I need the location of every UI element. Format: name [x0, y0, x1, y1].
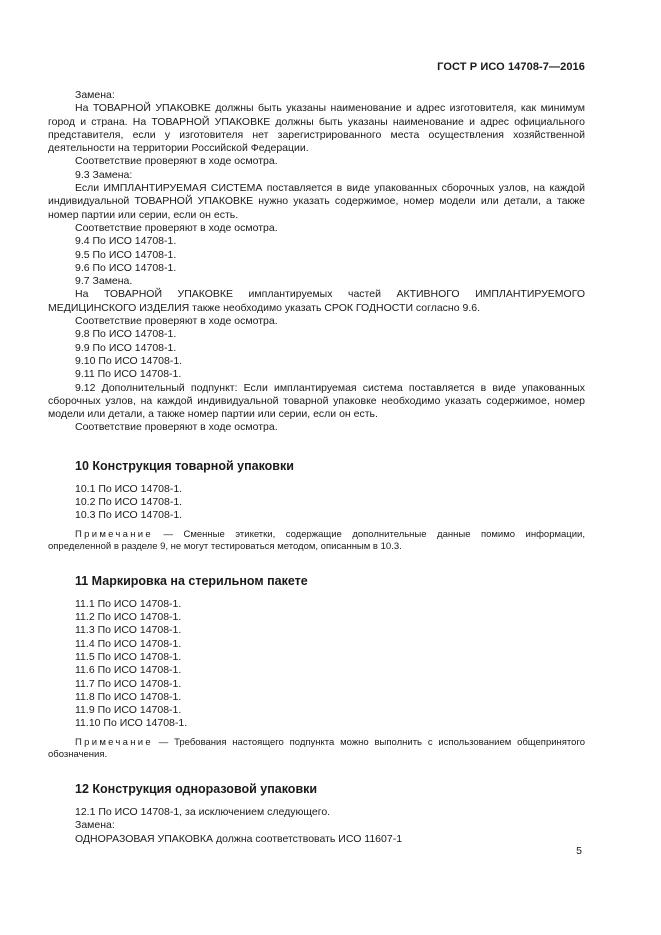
- body-paragraph: 9.7 Замена.: [75, 275, 133, 288]
- body-paragraph: 11.4 По ИСО 14708-1.: [75, 637, 182, 650]
- body-paragraph: 11.9 По ИСО 14708-1.: [75, 704, 182, 717]
- section-heading: 11 Маркировка на стерильном пакете: [75, 573, 308, 588]
- body-paragraph: 11.7 По ИСО 14708-1.: [75, 677, 182, 690]
- body-paragraph: 9.6 По ИСО 14708-1.: [75, 261, 177, 274]
- body-paragraph: 9.3 Замена:: [75, 168, 133, 181]
- section-heading: 10 Конструкция товарной упаковки: [75, 458, 294, 473]
- body-paragraph: 9.11 По ИСО 14708-1.: [75, 368, 182, 381]
- document-body: [48, 89, 585, 846]
- body-paragraph: Соответствие проверяют в ходе осмотра.: [75, 155, 278, 168]
- body-paragraph: ОДНОРАЗОВАЯ УПАКОВКА должна соответствовать ИСО 11607-1: [75, 832, 403, 845]
- body-paragraph: Если ИМПЛАНТИРУЕМАЯ СИСТЕМА поставляется в виде упакованных сборочных узлов, на каждой индивидуальной ТОВАРНОЙ УПАКОВКЕ нужно указать содержимое, номер модели или детали, а также номер партии или серии, если он есть.: [48, 182, 585, 221]
- body-paragraph: На ТОВАРНОЙ УПАКОВКЕ имплантируемых частей АКТИВНОГО ИМПЛАНТИРУЕМОГО МЕДИЦИНСКОГО ИЗДЕЛИЯ также необходимо указать СРОК ГОДНОСТИ согласно 9.6.: [48, 288, 585, 314]
- body-paragraph: 10.1 По ИСО 14708-1.: [75, 482, 183, 495]
- body-paragraph: 11.6 По ИСО 14708-1.: [75, 664, 182, 677]
- body-paragraph: 9.5 По ИСО 14708-1.: [75, 248, 177, 261]
- body-paragraph: Замена:: [75, 89, 115, 101]
- body-paragraph: 11.10 По ИСО 14708-1.: [75, 717, 188, 730]
- body-paragraph: 9.4 По ИСО 14708-1.: [75, 235, 177, 248]
- body-paragraph: 9.9 По ИСО 14708-1.: [75, 341, 177, 354]
- note-label: Примечание: [75, 528, 153, 540]
- body-paragraph: 11.1 По ИСО 14708-1.: [75, 597, 182, 610]
- note-text: — Требования настоящего подпункта можно выполнить с использованием общепринятого обозначения.: [48, 736, 585, 761]
- note-paragraph: [48, 737, 585, 762]
- note-paragraph: [48, 529, 585, 554]
- body-paragraph: 9.12 Дополнительный подпункт: Если имплантируемая система поставляется в виде упакованных сборочных узлов, на каждой индивидуальной товарной упаковке необходимо указать содержимое, номер модели или детали, а также номер партии или серии, если он есть.: [48, 381, 585, 421]
- body-paragraph: 9.10 По ИСО 14708-1.: [75, 354, 183, 367]
- note-label: Примечание: [75, 736, 153, 748]
- body-paragraph: 10.3 По ИСО 14708-1.: [75, 509, 183, 522]
- body-paragraph: 11.8 По ИСО 14708-1.: [75, 690, 182, 703]
- body-paragraph: На ТОВАРНОЙ УПАКОВКЕ должны быть указаны наименование и адрес изготовителя, как минимум город и страна. На ТОВАРНОЙ УПАКОВКЕ должны быть указаны наименование и адрес официального представителя, если у изготовителя нет зарегистрированного места осуществления хозяйственной деятельности на территории Российской Федерации.: [48, 102, 585, 155]
- body-paragraph: 11.2 По ИСО 14708-1.: [75, 611, 182, 624]
- body-paragraph: Замена:: [75, 819, 115, 832]
- body-paragraph: Соответствие проверяют в ходе осмотра.: [75, 315, 278, 328]
- body-paragraph: 11.3 По ИСО 14708-1.: [75, 624, 182, 637]
- body-paragraph: 12.1 По ИСО 14708-1, за исключением следующего.: [75, 805, 331, 818]
- body-paragraph: 10.2 По ИСО 14708-1.: [75, 496, 183, 509]
- body-paragraph: 9.8 По ИСО 14708-1.: [75, 328, 177, 341]
- document-header: ГОСТ Р ИСО 14708-7—2016: [437, 61, 585, 73]
- page-number: 5: [576, 845, 582, 857]
- body-paragraph: Соответствие проверяют в ходе осмотра.: [75, 421, 278, 434]
- body-paragraph: 11.5 По ИСО 14708-1.: [75, 650, 182, 663]
- body-paragraph: Соответствие проверяют в ходе осмотра.: [75, 221, 278, 234]
- section-heading: 12 Конструкция одноразовой упаковки: [75, 781, 318, 796]
- note-text: — Сменные этикетки, содержащие дополнительные данные помимо информации, определенной в разделе 9, не могут тестироваться методом, описанным в 10.3.: [48, 528, 585, 553]
